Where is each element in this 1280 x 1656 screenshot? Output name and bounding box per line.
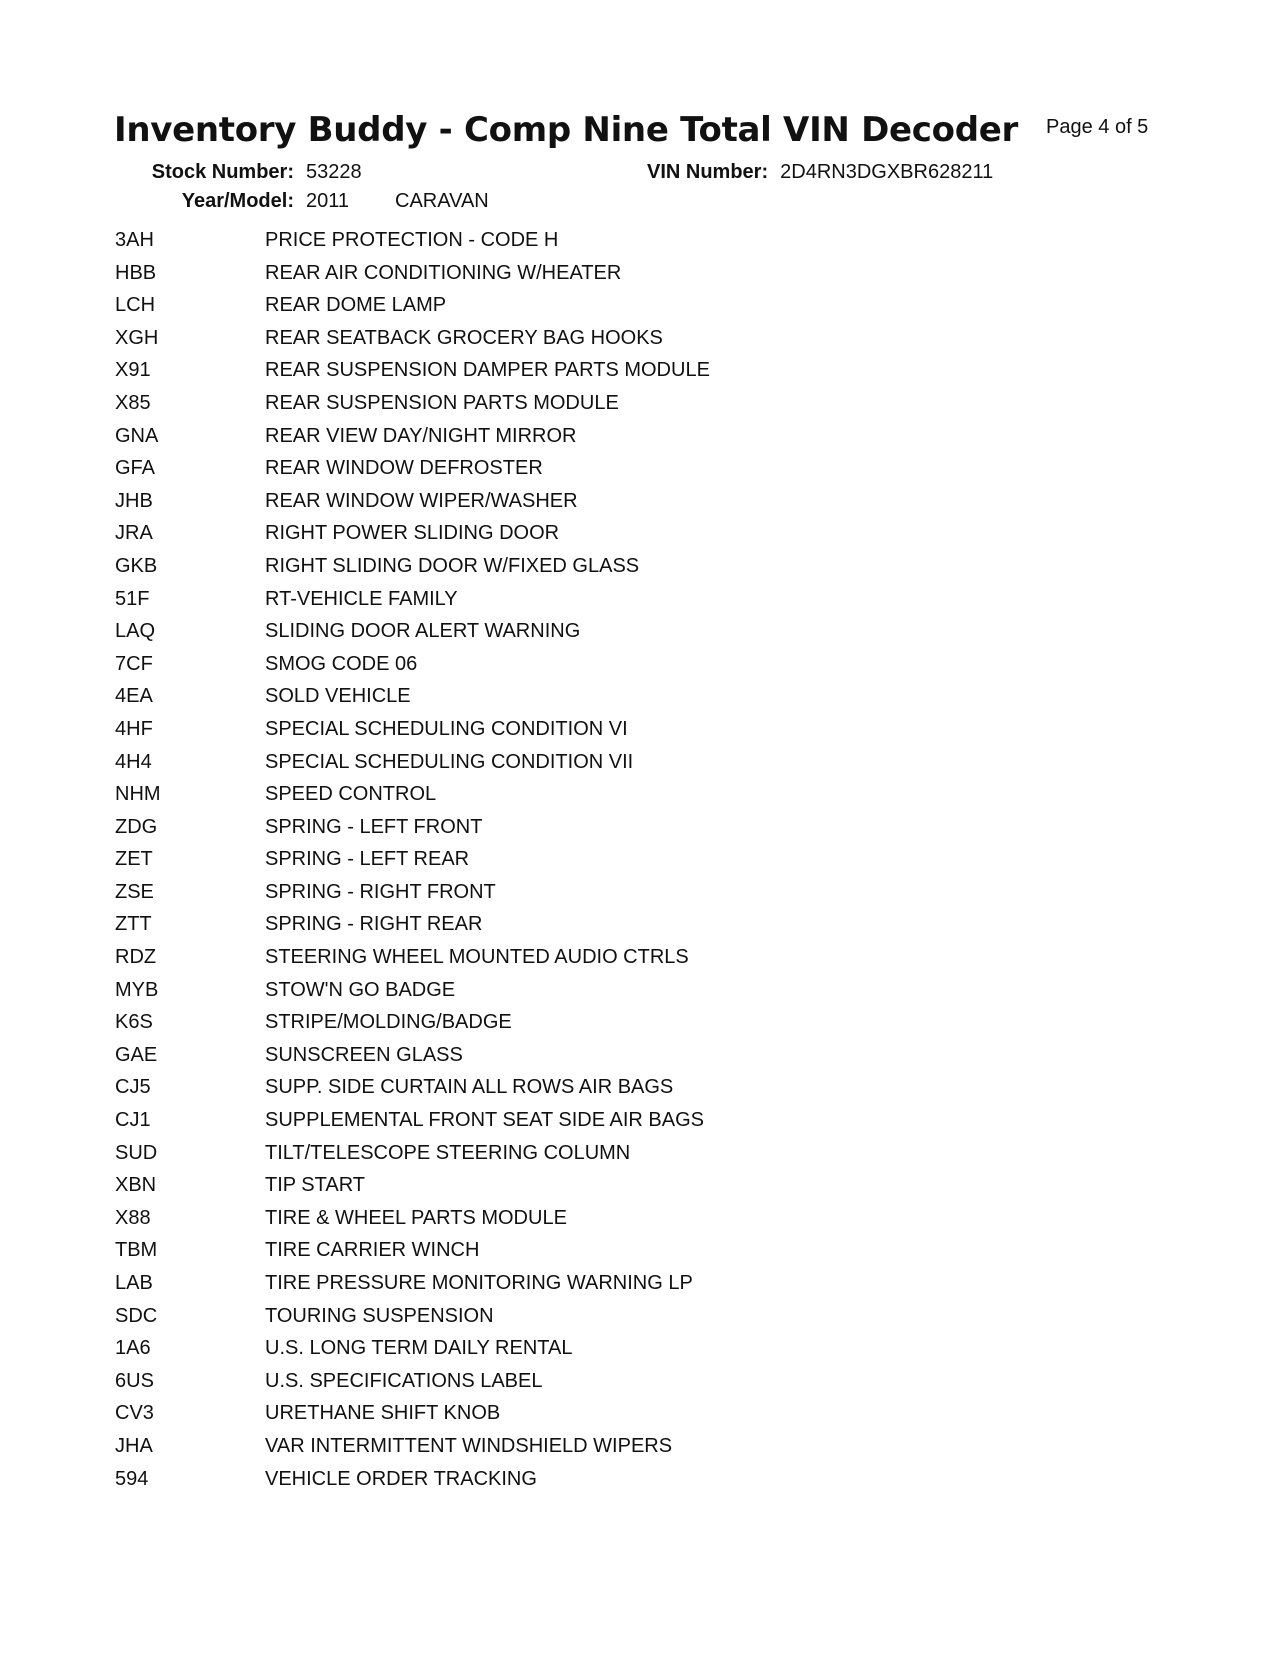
option-code: TBM [115,1239,158,1262]
option-code-row [115,391,915,424]
option-code-row [115,326,915,359]
option-description: REAR SUSPENSION DAMPER PARTS MODULE [265,359,710,382]
option-code: HBB [115,261,157,284]
option-code-row [115,1108,915,1141]
option-code-row [115,261,915,294]
option-code: K6S [115,1011,153,1034]
vin-number-label: VIN Number: [647,161,769,183]
option-code-row [115,587,915,620]
option-code: RDZ [115,946,157,969]
option-code: X88 [115,1206,151,1229]
option-code: 4EA [115,685,153,708]
option-description: RIGHT POWER SLIDING DOOR [265,522,560,545]
document-title: Inventory Buddy - Comp Nine Total VIN Decoder [114,110,1018,150]
option-description: SUPPLEMENTAL FRONT SEAT SIDE AIR BAGS [265,1109,705,1132]
vin-number-field [647,161,993,184]
option-code: 6US [115,1369,154,1392]
option-code: CV3 [115,1402,154,1425]
option-code-row [115,1010,915,1043]
option-description: RT-VEHICLE FAMILY [265,587,458,610]
option-code: 4HF [115,717,153,740]
option-description: REAR VIEW DAY/NIGHT MIRROR [265,424,577,447]
option-code: XBN [115,1174,157,1197]
option-description: REAR SEATBACK GROCERY BAG HOOKS [265,326,663,349]
stock-number-value: 53228 [306,161,362,183]
option-code-row [115,1336,915,1369]
option-description: TILT/TELESCOPE STEERING COLUMN [265,1141,631,1164]
option-description: SUNSCREEN GLASS [265,1043,463,1066]
option-description: SPECIAL SCHEDULING CONDITION VI [265,717,628,740]
option-description: SPRING - LEFT FRONT [265,815,483,838]
option-code-row [115,619,915,652]
option-description: REAR DOME LAMP [265,294,447,317]
option-code: JRA [115,522,153,545]
option-code: LAB [115,1272,153,1294]
option-code-row [115,847,915,880]
option-description: STEERING WHEEL MOUNTED AUDIO CTRLS [265,946,689,969]
option-code-row [115,424,915,457]
option-code: 3AH [115,229,154,251]
option-code-row [115,554,915,587]
option-code: NHM [115,783,161,806]
option-code-row [115,1075,915,1108]
option-code-row [115,456,915,489]
option-code-row [115,1271,915,1304]
option-code: ZET [115,848,153,871]
option-code: ZSE [115,880,154,903]
option-code: MYB [115,978,159,1001]
option-code-row [115,228,915,261]
option-code: GAE [115,1043,158,1066]
option-code: 4H4 [115,750,152,773]
option-description: REAR WINDOW WIPER/WASHER [265,489,578,512]
option-description: SUPP. SIDE CURTAIN ALL ROWS AIR BAGS [265,1076,674,1099]
option-description: SPRING - RIGHT FRONT [265,880,496,903]
option-description: SPECIAL SCHEDULING CONDITION VII [265,750,634,773]
option-code: LAQ [115,620,156,643]
option-code-row [115,1238,915,1271]
option-code-row [115,1369,915,1402]
option-code-list [115,228,915,1499]
year-model-field [150,190,489,213]
option-code-row [115,1434,915,1467]
option-code: CJ5 [115,1076,151,1099]
option-description: SMOG CODE 06 [265,652,418,675]
option-code-row [115,1141,915,1174]
option-code-row [115,945,915,978]
option-code-row [115,880,915,913]
option-code: 51F [115,587,150,610]
option-code: CJ1 [115,1109,151,1132]
option-code-row [115,717,915,750]
option-code-row [115,815,915,848]
option-code: GNA [115,424,159,447]
option-description: VEHICLE ORDER TRACKING [265,1467,537,1490]
option-description: REAR SUSPENSION PARTS MODULE [265,391,619,414]
option-code-row [115,489,915,522]
option-description: SPEED CONTROL [265,783,437,806]
option-description: VAR INTERMITTENT WINDSHIELD WIPERS [265,1434,673,1457]
option-description: TOURING SUSPENSION [265,1304,494,1327]
stock-number-label: Stock Number: [151,161,294,183]
stock-number-field [150,161,362,184]
option-code: SUD [115,1141,158,1164]
option-description: SOLD VEHICLE [265,685,411,708]
option-code: ZTT [115,913,152,936]
option-code-row [115,1467,915,1500]
option-code-row [115,1206,915,1239]
option-code: SDC [115,1304,158,1327]
option-code: X91 [115,359,151,382]
option-code: GFA [115,457,156,480]
option-description: TIRE PRESSURE MONITORING WARNING LP [265,1272,693,1294]
option-description: SPRING - LEFT REAR [265,848,470,871]
option-description: URETHANE SHIFT KNOB [265,1402,501,1425]
page-number: Page 4 of 5 [1046,116,1149,138]
option-description: TIP START [265,1174,366,1197]
option-code: LCH [115,294,156,317]
option-code-row [115,1043,915,1076]
option-description: TIRE & WHEEL PARTS MODULE [265,1206,567,1229]
option-description: SLIDING DOOR ALERT WARNING [265,620,581,643]
option-code-row [115,1401,915,1434]
option-description: REAR AIR CONDITIONING W/HEATER [265,261,622,284]
option-code-row [115,358,915,391]
option-code-row [115,978,915,1011]
option-description: SPRING - RIGHT REAR [265,913,483,936]
option-code-row [115,750,915,783]
vin-number-value: 2D4RN3DGXBR628211 [780,161,994,183]
option-description: PRICE PROTECTION - CODE H [265,229,559,251]
year-model-label: Year/Model: [181,190,294,212]
option-code: JHB [115,489,153,512]
option-code: JHA [115,1434,153,1457]
option-description: U.S. SPECIFICATIONS LABEL [265,1369,543,1392]
model-value: CARAVAN [395,190,489,212]
option-code-row [115,684,915,717]
option-description: STRIPE/MOLDING/BADGE [265,1011,512,1034]
option-description: TIRE CARRIER WINCH [265,1239,480,1262]
option-code: 7CF [115,652,153,675]
option-code-row [115,782,915,815]
option-code: ZDG [115,815,158,838]
option-code-row [115,652,915,685]
option-code-row [115,521,915,554]
option-code: X85 [115,391,151,414]
option-code-row [115,1304,915,1337]
option-description: U.S. LONG TERM DAILY RENTAL [265,1337,573,1360]
option-description: RIGHT SLIDING DOOR W/FIXED GLASS [265,554,640,577]
option-code-row [115,912,915,945]
option-description: REAR WINDOW DEFROSTER [265,457,543,480]
option-code: XGH [115,326,159,349]
option-code: GKB [115,554,158,577]
option-description: STOW'N GO BADGE [265,978,456,1001]
option-code-row [115,293,915,326]
option-code: 1A6 [115,1337,151,1360]
year-value: 2011 [306,190,350,212]
option-code-row [115,1173,915,1206]
option-code: 594 [115,1467,149,1490]
